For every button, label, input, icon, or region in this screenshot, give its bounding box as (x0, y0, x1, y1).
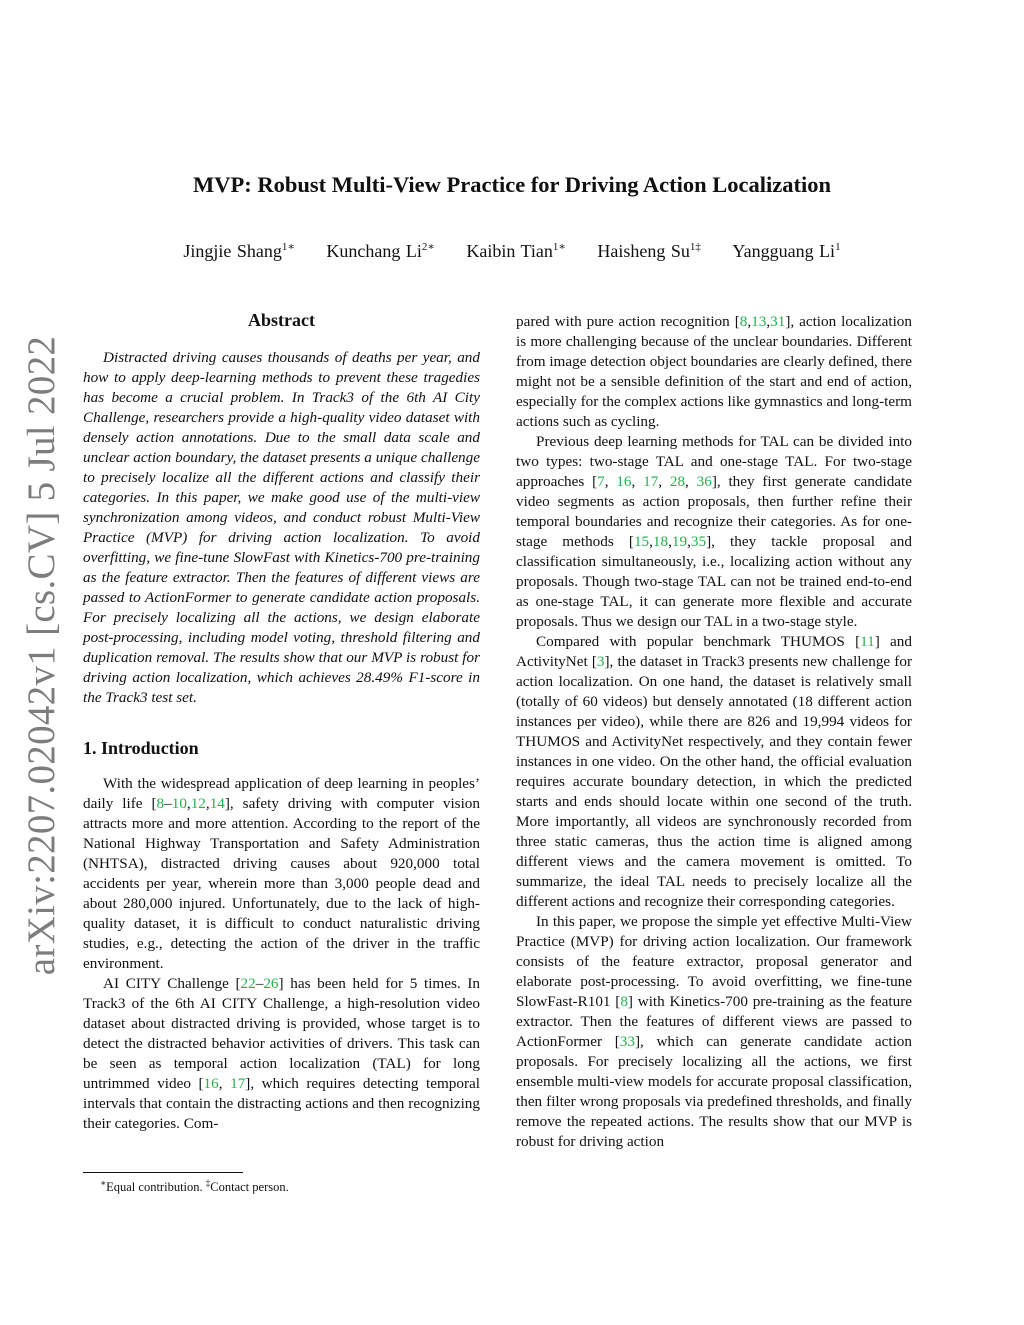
citation-link[interactable]: 15 (633, 533, 650, 550)
citation-link[interactable]: 18 (652, 533, 669, 550)
citation-link[interactable]: 16 (616, 473, 632, 490)
citation-link[interactable]: 13 (751, 313, 767, 330)
citation-link[interactable]: 3 (596, 653, 605, 670)
author: Jingjie Shang$^{1∗}$ (183, 241, 295, 261)
author: Kunchang $Li^{2∗}$ (326, 241, 435, 261)
citation-link[interactable]: 28 (669, 473, 686, 490)
arxiv-stamp-text: arXiv:2207.02042v1 [cs.CV] 5 Jul 2022 (20, 335, 64, 975)
author: Haisheng $Su^{1\ddagger}$ (597, 241, 701, 261)
citation-link[interactable]: 17 (643, 473, 659, 490)
left-column (83, 310, 480, 1134)
author: Yangguang Li$^1$ (732, 241, 841, 261)
right-column (516, 312, 912, 1152)
paragraph: AI CITY Challenge [22–26] has been held for 5 times. In Track3 of the 6th AI CITY Challenge, a high-resolution video dataset about distracted driving is provided, whose target is to detect the distracted behavior activities of drivers. This task can be seen as temporal action localization (TAL) for long untrimmed video [16, 17], which requires detecting temporal intervals that contain the distracting actions and then recognizing their categories. Com- (83, 975, 481, 1132)
author-list (0, 240, 1024, 262)
abstract-heading: Abstract (248, 310, 315, 330)
footnote: ∗Equal contribution. ‡Contact person. (100, 1178, 289, 1195)
citation-link[interactable]: 33 (619, 1033, 635, 1050)
abstract-body (83, 348, 480, 708)
citation-link[interactable]: 22 (240, 975, 256, 992)
citation-link[interactable]: 26 (263, 975, 279, 992)
paragraph: pared with pure action recognition [8,13,31], action localization is more challenging because of the unclear boundaries. Different from image detection object boundaries are clearly defined, there might not be a sensible definition of the start and end of action, especially for the complex actions like gymnastics and long-term actions such as cycling. (516, 313, 912, 430)
citation-link[interactable]: 11 (860, 633, 875, 650)
citation-link[interactable]: 17 (230, 1075, 246, 1092)
citation-link[interactable]: 8 (620, 993, 628, 1010)
citation-link[interactable]: 36 (696, 473, 712, 490)
section-heading-introduction: 1. Introduction (83, 738, 199, 758)
citation-link[interactable]: 35 (690, 533, 707, 550)
paragraph: Previous deep learning methods for TAL can be divided into two types: two-stage TAL and one-stage TAL. For two-stage approaches [7, 16, 17, 28, 36], they first generate candidate video segments as action proposals, then further refine their temporal boundaries and recognize their categories. As for one-stage methods [15,18,19,35], they tackle proposal and classification simultaneously, i.e., localizing action without any proposals. Though two-stage TAL can not be trained end-to-end as one-stage TAL, it can generate more flexible and accurate proposals. Thus we design our TAL in a two-stage style. (516, 433, 913, 630)
author: Kaibin Tian$^{1∗}$ (466, 241, 566, 261)
citation-link[interactable]: 19 (671, 533, 688, 550)
citation-link[interactable]: 7 (597, 473, 605, 490)
citation-link[interactable]: 12 (190, 795, 206, 812)
citation-link[interactable]: 16 (203, 1075, 219, 1092)
paper-title: MVP: Robust Multi-View Practice for Driving Action Localization (192, 172, 831, 197)
arxiv-stamp (14, 335, 70, 975)
abstract-text: Distracted driving causes thousands of deaths per year, and how to apply deep-learning methods to prevent these tragedies has become a crucial problem. In Track3 of the 6th AI City Challenge, researchers provide a high-quality video dataset with densely action annotations. Due to the small data scale and unclear action boundary, the dataset presents a unique challenge to precisely localize all the different actions and classify their categories. In this paper, we make good use of the multi-view synchronization among videos, and conduct robust Multi-View Practice (MVP) for driving action localization. To avoid overfitting, we fine-tune SlowFast with Kinetics-700 pre-training as the feature extractor. Then the features of different views are passed to ActionFormer to generate candidate action proposals. For precisely localizing all the actions, we design elaborate post-processing, including model voting, threshold filtering and duplication removal. The results show that our MVP is robust for driving action localization, which achieves 28.49% F1-score in the Track3 test set. (83, 349, 480, 706)
citation-link[interactable]: 14 (209, 795, 225, 812)
citation-link[interactable]: 10 (171, 795, 187, 812)
footnote-rule (83, 1172, 243, 1173)
paragraph: In this paper, we propose the simple yet effective Multi-View Practice (MVP) for driving action localization. Our framework consists of the feature extractor, proposal generator and elaborate post-processing. To avoid overfitting, we fine-tune SlowFast-R101 [8] with Kinetics-700 pre-training as the feature extractor. Then the features of different views are passed to ActionFormer [33], which can generate candidate action proposals. For precisely localizing all the actions, we first ensemble multi-view models for accurate proposal classification, then filter wrong proposals via predefined thresholds, and finally remove the repeated actions. The results show that our MVP is robust for driving action (516, 913, 912, 1150)
citation-link[interactable]: 8 (156, 795, 165, 812)
citation-link[interactable]: 8 (739, 313, 748, 330)
paragraph: With the widespread application of deep learning in peoples’ daily life [8–10,12,14], safety driving with computer vision attracts more and more attention. According to the report of the National Highway Transportation and Safety Administration (NHTSA), distracted driving causes about 920,000 total accidents per year, wherein more than 3,000 people dead and about 280,000 injured. Unfortunately, due to the lack of high-quality dataset, it is difficult to conduct naturalistic driving studies, e.g., detecting the action of the driver in the traffic environment. (83, 775, 480, 972)
citation-link[interactable]: 31 (770, 313, 786, 330)
paragraph: Compared with popular benchmark THUMOS [11] and ActivityNet [3], the dataset in Track3 presents new challenge for action localization. On one hand, the dataset is relatively small (totally of 60 videos) but densely annotated (18 different action instances per video), while there are 826 and 19,994 videos for THUMOS and ActivityNet respectively, and they contain fewer instances in one video. On the other hand, the official evaluation requires accurate boundary detection, in which the predicted starts and ends should locate within one second of the truth. More importantly, all videos are synchronously recorded from three static cameras, thus the action time is aligned among different views and the camera movement is omitted. To summarize, the ideal TAL needs to precisely localize all the different actions and recognize their corresponding categories. (516, 633, 913, 910)
